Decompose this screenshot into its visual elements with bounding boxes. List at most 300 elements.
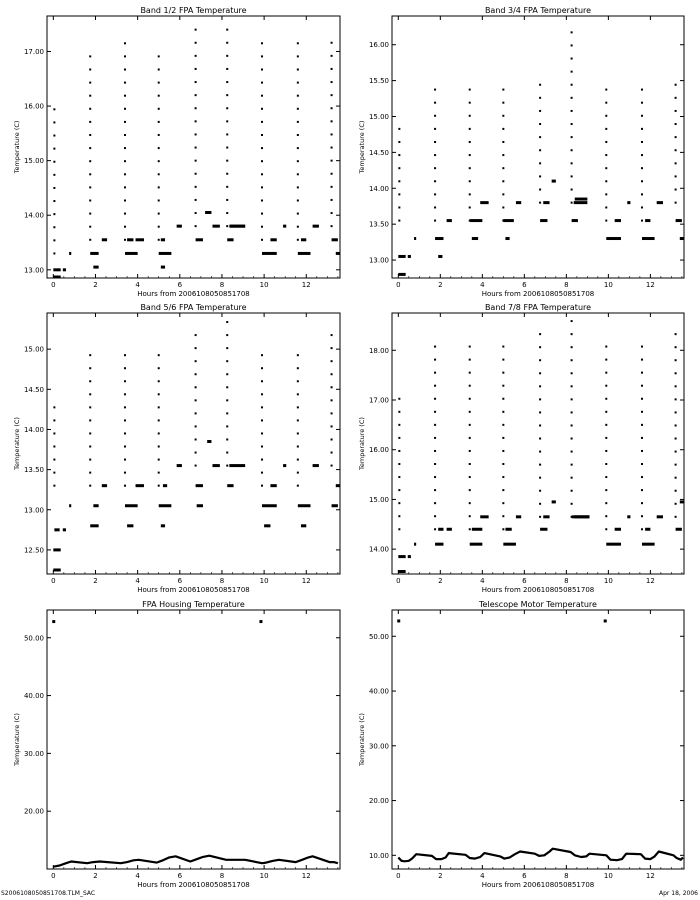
data-point bbox=[226, 147, 228, 149]
data-point bbox=[53, 485, 55, 487]
data-point bbox=[605, 154, 607, 156]
data-point bbox=[158, 354, 160, 356]
data-point bbox=[539, 385, 541, 387]
data-run bbox=[69, 252, 71, 255]
data-point bbox=[641, 193, 643, 195]
x-tick-label: 2 bbox=[438, 577, 443, 585]
data-point bbox=[124, 406, 126, 408]
y-axis-label: Temperature (C) bbox=[358, 713, 366, 766]
data-point bbox=[675, 136, 677, 138]
data-point bbox=[261, 160, 263, 162]
data-run bbox=[543, 515, 549, 518]
data-point bbox=[195, 94, 197, 96]
data-run bbox=[63, 268, 66, 271]
data-run bbox=[552, 500, 556, 503]
data-point bbox=[226, 399, 228, 401]
data-run bbox=[163, 484, 167, 487]
data-point bbox=[502, 128, 504, 130]
y-tick-label: 14.50 bbox=[23, 385, 44, 394]
data-point bbox=[195, 199, 197, 201]
data-point bbox=[675, 123, 677, 125]
y-tick-label: 14.00 bbox=[368, 545, 389, 554]
data-point bbox=[331, 120, 333, 122]
data-point bbox=[53, 239, 55, 241]
y-tick-label: 15.00 bbox=[368, 495, 389, 504]
y-tick-label: 50.00 bbox=[368, 632, 389, 641]
data-point bbox=[297, 42, 299, 44]
data-point bbox=[226, 199, 228, 201]
data-point bbox=[434, 502, 436, 504]
data-run bbox=[657, 201, 663, 204]
data-point bbox=[226, 386, 228, 388]
x-axis-label: Hours from 2006108050851708 bbox=[137, 586, 250, 594]
data-run bbox=[53, 276, 60, 279]
x-tick-label: 2 bbox=[93, 872, 98, 880]
data-point bbox=[261, 459, 263, 461]
x-tick-label: 0 bbox=[51, 872, 56, 880]
chart-panel-4 bbox=[358, 303, 684, 594]
data-point bbox=[158, 55, 160, 57]
data-point bbox=[469, 515, 471, 517]
data-point bbox=[124, 173, 126, 175]
data-point bbox=[158, 459, 160, 461]
y-axis-label: Temperature (C) bbox=[13, 120, 21, 174]
data-point bbox=[124, 42, 126, 44]
data-point bbox=[89, 239, 91, 241]
data-point bbox=[158, 472, 160, 474]
data-point bbox=[124, 82, 126, 84]
x-tick-label: 6 bbox=[177, 872, 183, 880]
y-tick-label: 13.00 bbox=[23, 266, 44, 275]
data-run bbox=[676, 528, 682, 531]
data-point bbox=[226, 425, 228, 427]
data-point bbox=[89, 134, 91, 136]
data-point bbox=[195, 225, 197, 227]
y-axis-label: Temperature (C) bbox=[13, 417, 21, 470]
data-run bbox=[93, 504, 98, 507]
data-point bbox=[675, 97, 677, 99]
data-point bbox=[605, 437, 607, 439]
data-point bbox=[605, 502, 607, 504]
data-series bbox=[53, 321, 340, 571]
data-point bbox=[226, 225, 228, 227]
data-point bbox=[124, 95, 126, 97]
data-point bbox=[398, 141, 400, 143]
data-point bbox=[331, 373, 333, 375]
data-run bbox=[470, 543, 483, 546]
data-point bbox=[539, 503, 541, 505]
data-run bbox=[438, 255, 442, 258]
data-point bbox=[539, 123, 541, 125]
data-point bbox=[675, 438, 677, 440]
data-point bbox=[195, 465, 197, 467]
data-point bbox=[539, 516, 541, 518]
data-point bbox=[539, 175, 541, 177]
data-run bbox=[125, 252, 138, 255]
data-run bbox=[574, 515, 590, 518]
data-run bbox=[159, 252, 172, 255]
data-point bbox=[124, 446, 126, 448]
data-point bbox=[469, 180, 471, 182]
data-point bbox=[226, 160, 228, 162]
data-run bbox=[270, 238, 276, 241]
data-point bbox=[502, 502, 504, 504]
footer-filename: S2006108050851708.TLM_SAC bbox=[1, 890, 96, 897]
data-point bbox=[261, 406, 263, 408]
data-point bbox=[158, 173, 160, 175]
data-point bbox=[158, 213, 160, 215]
y-tick-label: 20.00 bbox=[23, 807, 44, 816]
data-point bbox=[675, 175, 677, 177]
data-point bbox=[539, 424, 541, 426]
data-point bbox=[226, 347, 228, 349]
data-point bbox=[53, 161, 55, 163]
data-point bbox=[297, 239, 299, 241]
data-point bbox=[53, 174, 55, 176]
data-run bbox=[435, 237, 443, 240]
data-point bbox=[469, 398, 471, 400]
y-tick-label: 17.00 bbox=[23, 47, 44, 56]
data-run bbox=[615, 219, 621, 222]
data-point bbox=[539, 451, 541, 453]
data-point bbox=[195, 212, 197, 214]
data-point bbox=[226, 120, 228, 122]
data-point bbox=[605, 515, 607, 517]
data-point bbox=[124, 226, 126, 228]
data-point bbox=[398, 398, 400, 400]
data-point bbox=[195, 29, 197, 31]
data-run bbox=[336, 252, 340, 255]
data-point bbox=[571, 372, 573, 374]
data-run bbox=[438, 528, 443, 531]
x-tick-label: 12 bbox=[645, 281, 655, 289]
data-point bbox=[434, 89, 436, 91]
data-run bbox=[472, 237, 478, 240]
data-point bbox=[53, 148, 55, 150]
data-run bbox=[283, 225, 286, 228]
data-point bbox=[434, 528, 436, 530]
outlier-point bbox=[259, 620, 262, 623]
data-point bbox=[297, 160, 299, 162]
data-point bbox=[124, 419, 126, 421]
data-run bbox=[408, 255, 411, 258]
chart-panel-5 bbox=[13, 600, 340, 889]
y-tick-label: 14.00 bbox=[368, 184, 389, 193]
data-point bbox=[331, 68, 333, 70]
data-point bbox=[89, 108, 91, 110]
data-point bbox=[398, 180, 400, 182]
data-point bbox=[226, 107, 228, 109]
data-run bbox=[53, 548, 60, 551]
data-point bbox=[641, 515, 643, 517]
data-point bbox=[53, 419, 55, 421]
data-point bbox=[434, 141, 436, 143]
data-point bbox=[158, 485, 160, 487]
data-point bbox=[605, 463, 607, 465]
data-point bbox=[89, 68, 91, 70]
x-tick-label: 0 bbox=[396, 872, 401, 880]
y-tick-label: 18.00 bbox=[368, 346, 389, 355]
data-point bbox=[398, 193, 400, 195]
x-tick-label: 8 bbox=[564, 281, 569, 289]
x-tick-label: 10 bbox=[603, 577, 613, 585]
y-tick-label: 15.50 bbox=[368, 77, 389, 86]
data-point bbox=[195, 438, 197, 440]
data-point bbox=[398, 515, 400, 517]
data-point bbox=[331, 55, 333, 57]
data-point bbox=[469, 385, 471, 387]
data-run bbox=[212, 464, 219, 467]
data-run bbox=[298, 504, 311, 507]
data-point bbox=[641, 502, 643, 504]
data-point bbox=[226, 465, 228, 467]
data-run bbox=[229, 464, 245, 467]
data-point bbox=[158, 95, 160, 97]
data-point bbox=[605, 398, 607, 400]
data-point bbox=[331, 425, 333, 427]
data-point bbox=[675, 346, 677, 348]
data-point bbox=[226, 321, 228, 323]
data-run bbox=[161, 524, 165, 527]
data-point bbox=[571, 346, 573, 348]
data-point bbox=[226, 29, 228, 31]
y-tick-label: 13.00 bbox=[368, 256, 389, 265]
y-tick-label: 16.00 bbox=[368, 446, 389, 455]
data-point bbox=[605, 372, 607, 374]
x-axis-label: Hours from 2006108050851708 bbox=[481, 881, 595, 889]
data-point bbox=[571, 438, 573, 440]
data-point bbox=[641, 528, 643, 530]
data-point bbox=[89, 55, 91, 57]
data-point bbox=[331, 465, 333, 467]
data-point bbox=[571, 110, 573, 112]
data-point bbox=[89, 121, 91, 123]
data-point bbox=[331, 42, 333, 44]
data-point bbox=[502, 346, 504, 348]
data-point bbox=[641, 463, 643, 465]
data-point bbox=[675, 372, 677, 374]
data-point bbox=[434, 476, 436, 478]
data-point bbox=[261, 82, 263, 84]
data-point bbox=[434, 220, 436, 222]
data-point bbox=[571, 71, 573, 73]
y-tick-label: 13.50 bbox=[23, 466, 44, 475]
x-tick-label: 12 bbox=[645, 872, 655, 880]
chart-panel-6 bbox=[358, 600, 684, 889]
data-point bbox=[641, 450, 643, 452]
x-tick-label: 6 bbox=[177, 281, 183, 289]
x-tick-label: 4 bbox=[135, 281, 140, 289]
data-run bbox=[472, 528, 483, 531]
data-point bbox=[297, 459, 299, 461]
data-point bbox=[539, 189, 541, 191]
data-point bbox=[226, 133, 228, 135]
data-point bbox=[195, 133, 197, 135]
data-point bbox=[675, 359, 677, 361]
data-run bbox=[227, 238, 233, 241]
data-run bbox=[301, 238, 306, 241]
data-run bbox=[336, 484, 340, 487]
data-point bbox=[571, 490, 573, 492]
data-point bbox=[226, 452, 228, 454]
data-point bbox=[297, 95, 299, 97]
data-run bbox=[414, 237, 416, 240]
data-run bbox=[53, 568, 60, 571]
data-point bbox=[226, 55, 228, 57]
data-run bbox=[63, 528, 66, 531]
data-point bbox=[641, 128, 643, 130]
data-point bbox=[297, 55, 299, 57]
data-run bbox=[161, 266, 165, 269]
data-point bbox=[158, 186, 160, 188]
data-point bbox=[605, 346, 607, 348]
data-trace bbox=[53, 856, 338, 867]
data-point bbox=[297, 68, 299, 70]
data-run bbox=[230, 225, 245, 228]
x-tick-label: 4 bbox=[480, 281, 485, 289]
x-tick-label: 8 bbox=[219, 872, 225, 880]
data-run bbox=[543, 201, 549, 204]
data-point bbox=[398, 489, 400, 491]
data-point bbox=[675, 477, 677, 479]
data-point bbox=[571, 189, 573, 191]
data-point bbox=[124, 199, 126, 201]
data-run bbox=[54, 528, 59, 531]
data-point bbox=[261, 485, 263, 487]
data-point bbox=[124, 147, 126, 149]
data-point bbox=[158, 239, 160, 241]
data-run bbox=[447, 219, 452, 222]
data-series bbox=[52, 620, 338, 867]
data-point bbox=[297, 446, 299, 448]
data-run bbox=[627, 515, 630, 518]
data-point bbox=[331, 173, 333, 175]
data-run bbox=[540, 219, 547, 222]
y-tick-label: 20.00 bbox=[368, 797, 389, 806]
data-point bbox=[469, 206, 471, 208]
data-point bbox=[124, 459, 126, 461]
data-point bbox=[502, 115, 504, 117]
data-point bbox=[331, 386, 333, 388]
data-point bbox=[605, 476, 607, 478]
data-point bbox=[398, 528, 400, 530]
x-tick-label: 0 bbox=[51, 281, 56, 289]
data-point bbox=[297, 393, 299, 395]
data-point bbox=[53, 187, 55, 189]
data-run bbox=[574, 201, 588, 204]
data-point bbox=[124, 68, 126, 70]
data-point bbox=[124, 55, 126, 57]
data-point bbox=[675, 490, 677, 492]
data-point bbox=[124, 160, 126, 162]
data-point bbox=[398, 437, 400, 439]
data-point bbox=[641, 372, 643, 374]
data-run bbox=[196, 238, 203, 241]
data-point bbox=[434, 102, 436, 104]
data-run bbox=[332, 238, 338, 241]
data-point bbox=[297, 199, 299, 201]
x-tick-label: 0 bbox=[396, 281, 401, 289]
data-point bbox=[195, 360, 197, 362]
data-point bbox=[434, 489, 436, 491]
data-point bbox=[398, 411, 400, 413]
data-point bbox=[502, 167, 504, 169]
data-point bbox=[469, 154, 471, 156]
data-point bbox=[261, 367, 263, 369]
data-point bbox=[571, 320, 573, 322]
data-point bbox=[331, 334, 333, 336]
data-trace bbox=[398, 849, 683, 862]
data-point bbox=[539, 202, 541, 204]
data-point bbox=[331, 412, 333, 414]
data-point bbox=[398, 476, 400, 478]
data-point bbox=[641, 154, 643, 156]
data-run bbox=[398, 555, 405, 558]
data-point bbox=[261, 68, 263, 70]
data-run bbox=[102, 238, 107, 241]
data-point bbox=[605, 424, 607, 426]
data-point bbox=[297, 226, 299, 228]
data-point bbox=[261, 95, 263, 97]
data-point bbox=[469, 359, 471, 361]
x-tick-label: 2 bbox=[438, 281, 443, 289]
data-point bbox=[434, 346, 436, 348]
x-tick-label: 2 bbox=[438, 872, 443, 880]
data-point bbox=[261, 173, 263, 175]
data-point bbox=[571, 477, 573, 479]
data-point bbox=[675, 424, 677, 426]
data-point bbox=[539, 490, 541, 492]
data-point bbox=[434, 128, 436, 130]
y-tick-label: 13.00 bbox=[23, 506, 44, 515]
data-run bbox=[313, 225, 319, 228]
data-point bbox=[675, 464, 677, 466]
data-run bbox=[516, 201, 521, 204]
data-run bbox=[136, 238, 144, 241]
data-point bbox=[261, 380, 263, 382]
x-tick-label: 8 bbox=[564, 577, 569, 585]
data-point bbox=[539, 464, 541, 466]
x-tick-label: 8 bbox=[219, 577, 225, 585]
data-point bbox=[641, 346, 643, 348]
data-point bbox=[261, 108, 263, 110]
data-point bbox=[89, 485, 91, 487]
x-tick-label: 12 bbox=[301, 281, 311, 289]
data-point bbox=[195, 68, 197, 70]
x-axis-label: Hours from 2006108050851708 bbox=[137, 881, 250, 889]
data-point bbox=[675, 202, 677, 204]
data-run bbox=[480, 515, 488, 518]
data-point bbox=[331, 160, 333, 162]
data-point bbox=[53, 200, 55, 202]
data-point bbox=[89, 419, 91, 421]
data-point bbox=[261, 186, 263, 188]
data-point bbox=[261, 147, 263, 149]
y-axis-label: Temperature (C) bbox=[358, 120, 366, 174]
x-tick-label: 12 bbox=[301, 577, 311, 585]
data-point bbox=[195, 42, 197, 44]
data-point bbox=[434, 450, 436, 452]
data-point bbox=[469, 167, 471, 169]
data-point bbox=[398, 167, 400, 169]
data-point bbox=[502, 385, 504, 387]
data-run bbox=[270, 484, 276, 487]
data-point bbox=[605, 115, 607, 117]
data-point bbox=[434, 411, 436, 413]
data-run bbox=[627, 201, 630, 204]
x-tick-label: 10 bbox=[603, 281, 613, 289]
data-point bbox=[124, 108, 126, 110]
